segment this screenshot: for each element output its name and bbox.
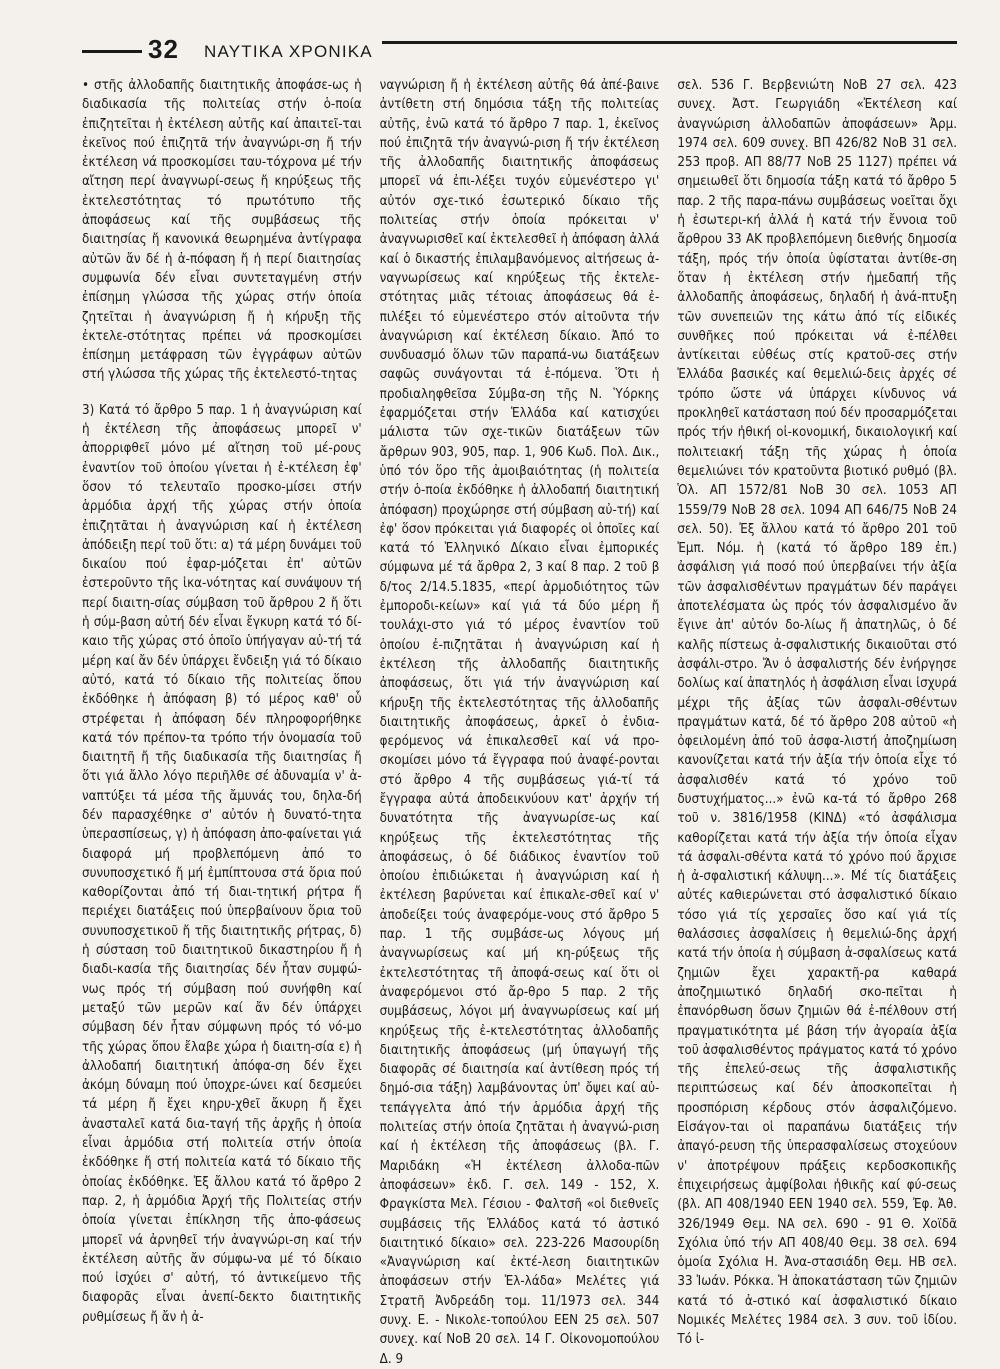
page-header (82, 36, 957, 72)
article-columns (82, 76, 958, 1367)
paragraph: σελ. 536 Γ. Βερβενιώτη ΝοΒ 27 σελ. 423 συνεχ. Ἀστ. Γεωργιάδη «Ἐκτέλεση καί ἀναγνώριση ἀλλοδαπῶν ἀποφάσεων» Ἀρμ. 1974 σελ. 609 συνεχ. ΒΠ 426/82 ΝοΒ 31 σελ. 253 προβ. ΑΠ 88/77 ΝοΒ 25 1127) πρέπει νά σημειωθεῖ ὅτι δημοσία τάξη κατά τό ἄρθρο 5 παρ. 2 τῆς παρα-πάνω συμβάσεως νοεῖται ὄχι ἡ ἐσωτερι-κή ἀλλά ἡ κατά τήν ἔννοια τοῦ ἄρθρου 33 ΑΚ προβλεπόμενη διεθνής δημοσία τάξη, πρός τήν ὁποία ὑφίσταται ἀντίθε-ση ὅταν ἡ ἐκτέλεση στήν ἡμεδαπή τῆς ἀλλοδαπῆς ἀποφάσεως, δηλαδή ἡ ἀνά-πτυξη τῶν συνεπειῶν της κάτω ἀπό τίς εἰδικές συνθῆκες πού πρόκειται νά ἐ-πέλθει ἀντίκειται εὐθέως στίς κρατοῦ-σες στήν Ἑλλάδα βασικές καί θεμελιώ-δεις ἀρχές σέ τρόπο ὥστε νά ὑπάρχει κίνδυνος νά προκληθεῖ κατάσταση πού δέν προσαρμόζεται πρός τήν ἠθική οἰ-κονομική, δικαιολογική καί πολιτειακή τάξη τῆς χώρας ἡ ὁποία θεμελιώνει τόν κρατοῦντα βιοτικό ρυθμό (βλ. Ὁλ. ΑΠ 1572/81 ΝοΒ 30 σελ. 1053 ΑΠ 1559/79 ΝοΒ 28 σελ. 1094 ΑΠ 646/75 ΝοΒ 24 σελ. 50). Ἐξ ἄλλου κατά τό ἄρθρο 201 τοῦ Ἐμπ. Νόμ. ἡ (κατά τό ἄρθρο 189 ἐπ.) ἀσφάλιση γιά ποσό πού ὑπερβαίνει τήν ἀξία τῶν ἀσφαλισθέντων πραγμάτων δέν παράγει ἀποτελέσματα ὡς πρός τόν ἀσφαλισμένο ἄν ἔγινε ἀπ' αὐτόν δο-λίως ἤ ἀπατηλῶς, ὁ δέ καλῆς πίστεως ἀ-σφαλιστικής δικαιοῦται στό ἀσφάλι-στρο. Ἄν ὁ ἀσφαλιστής δέν ἐνήργησε δολίως καί ἀπατηλός ἡ ἀσφάλιση εἶναι ἰσχυρά μέχρι τῆς ἀξίας τῶν ἀσφαλι-σθέντων πραγμάτων κατά, δέ τό ἄρθρο 208 αὐτοῦ «ἡ ὀφειλομένη ἀπό τοῦ ἀσφα-λιστή ἀποζημίωση κανονίζεται κατά τήν ἀξία τήν ὁποία εἶχε τό ἀσφαλισθέν κατά τό χρόνο τοῦ δυστυχήματος...» ἐνῶ κα-τά τό ἄρθρο 268 τοῦ ν. 3816/1958 (ΚΙΝΔ) «τό ἀσφάλισμα καθορίζεται κατά τήν ἀξία τήν ὁποία εἶχαν τά ἀσφαλι-σθέντα κατά τό χρόνο πού ἄρχισε ἡ ἀ-σφαλιστική κάλυψη...». Μέ τίς διατάξεις αὐτές καθιερώνεται στό ἀσφαλιστικό δίκαιο τόσο γιά τίς χερσαῖες ὅσο καί γιά τίς θαλάσσιες ἀσφαλίσεις ἡ θεμελιώ-δης ἀρχή κατά τήν ὁποία ἡ σύμβαση ἀ-σφαλίσεως κατά ζημιῶν ἔχει χαρακτῆ-ρα καθαρά ἀποζημιωτικό δηλαδή σκο-πεῖται ἡ ἐπανόρθωση ὅσων ζημιῶν θά ἐ-πέλθουν στή πραγματικότητα μέ βάση τήν ἀγοραία ἀξία τοῦ ἀσφαλισθέντος πράγματος κατά τό χρόνο τῆς ἐπελεύ-σεως τῆς ἀσφαλιστικῆς περιπτώσεως καί δέν ἀποσκοπεῖται ἡ προσπόριση κέρδους στόν ἀσφαλιζόμενο. Εἰσάγον-ται οἱ παραπάνω διατάξεις τήν ἀπαγό-ρευση τῆς ὑπερασφαλίσεως στοχεύουν ν' ἀποτρέψουν πράξεις κερδοσκοπικῆς ἐπιχειρήσεως ἀμφίβολαι ἠθικῆς καί φύ-σεως (βλ. ΑΠ 408/1940 ΕΕΝ 1940 σελ. 559, Ἐφ. Ἀθ. 326/1949 Θεμ. ΝΑ σελ. 690 - 91 Θ. Χοϊδᾶ Σχόλια ὑπό τήν ΑΠ 408/40 Θεμ. 38 σελ. 694 ὁμοία Σχόλια Η. Ἀνα-στασιάδη Θεμ. ΗΒ σελ. 33 Ἰωάν. Ρόκκα. Ἡ ἀποκατάσταση τῶν ζημιῶν κατά τό ἀ-στικό καί ἀσφαλιστικό δίκαιο Νομικές Μελέτες 1984 σελ. 3 συν. τοῦ ἰδίου. Τό ἰ- (677, 78, 958, 1348)
paragraph: 3) Κατά τό ἄρθρο 5 παρ. 1 ἡ ἀναγνώριση καί ἡ ἐκτέλεση τῆς ἀποφάσεως μπορεῖ ν' ἀπορριφθεῖ μόνο μέ αἴτηση τοῦ μέ-ρους ἐναντίον τοῦ ὁποίου γίνεται ἡ ἐ-κτέλεση ἐφ' ὅσον τό τελευταῖο προσκο-μίσει στήν ἁρμόδια ἀρχή τῆς χώρας στήν ὁποία ἐπιζητᾶται ἡ ἀναγνώριση καί ἡ ἐκτέλεση ἀπόδειξη περί τοῦ ὅτι: α) τά μέρη δυνάμει τοῦ δικαίου πού ἐφαρ-μόζεται ἐπ' αὐτῶν ἐστεροῦντο τῆς ἱκα-νότητας καί συνάψουν τή περί διαιτη-σίας σύμβαση τοῦ ἄρθρου 2 ἤ ὅτι ἡ σύμ-βαση αὐτή δέν εἶναι ἔγκυρη κατά τό δί-καιο τῆς χώρας στό ὁποῖο ὑπήγαγαν αὐ-τή τά μέρη καί ἄν δέν ὑπάρχει ἔνδειξη γιά τό δίκαιο αὐτό, κατά τό δίκαιο τῆς πολιτείας ὅπου ἐκδόθηκε ἡ ἀπόφαση β) τό μέρος καθ' οὗ στρέφεται ἡ ἀπόφαση δέν πληροφορήθηκε κατά τόν πρέπον-τα τρόπο τήν ὀνομασία τοῦ διαιτητῆ ἤ τῆς διαδικασία τῆς διαιτησίας ἤ ὅτι γιά ἄλλο λόγο περιῆλθε σέ ἀδυναμία ν' ἀ-ναπτύξει τά μέσα τῆς ἄμυνάς του, δηλα-δή δέν παρασχέθηκε σ' αὐτόν ἡ δυνατό-τητα ὑπερασπίσεως, γ) ἡ ἀπόφαση ἀπο-φαίνεται γιά διαφορά μή προβλεπόμενη ἀπό το συνυποσχετικό ἤ μή ἐμπίπτουσα στά ὅρια πού καθορίζονται ἀπό τή διαι-τητική ρήτρα ἤ περιέχει διατάξεις πού ὑπερβαίνουν ὅρια τοῦ συνυποσχετικοῦ ἤ τῆς διαιτητικῆς ρήτρας, δ) ἡ σύσταση τοῦ διαιτητικοῦ δικαστηρίου ἤ ἡ διαδι-κασία τῆς διαιτησίας δέν ἦταν συμφώ-νως πρός τή σύμβαση πού συνήφθη καί μεταξύ τῶν μερῶν καί ἄν δέν ὑπάρχει σύμβαση δέν ἦταν σύμφωνη πρός τό νό-μο τῆς χώρας ὅπου ἔλαβε χώρα ἡ διαιτη-σία ε) ἡ ἀλλοδαπή διαιτητική ἀπόφα-ση δέν ἔχει ἀκόμη δύναμη πού ὑποχρε-ώνει καί δεσμεύει τά μέρη ἤ ἔχει κηρυ-χθεῖ ἄκυρη ἤ ἔχει ἀνασταλεῖ κατά δια-ταγή τῆς ἀρχῆς ἡ ὁποία εἶναι ἁρμόδια στή πολιτεία στήν ὁποία ἐκδόθηκε ἤ στή πολιτεία κατά τό δίκαιο τῆς ὁποίας ἐκδόθηκε. Ἐξ ἄλλου κατά τό ἄρθρο 2 παρ. 2, ἡ ἁρμόδια Ἀρχή τῆς Πολιτείας στήν ὁποία γίνεται ἐπίκληση τῆς ἀπο-φάσεως μπορεῖ νά ἀρνηθεῖ τήν ἀναγνώρι-ση καί τήν ἐκτέλεση αὐτῆς ἄν σύμφω-να μέ τό δίκαιο πού ἰσχύει σ' αὐτή, τό ἀντικείμενο τῆς διαφορᾶς εἶναι ἀνεπί-δεκτο διαιτητικῆς ρυθμίσεως ἤ ἄν ἡ ἀ- (82, 402, 362, 1325)
header-rule-right (382, 41, 957, 44)
header-rule-left (82, 50, 142, 53)
page-number: 32 (148, 34, 179, 64)
column-2 (379, 76, 660, 1367)
column-3 (677, 76, 958, 1348)
column-1 (82, 76, 362, 1338)
magazine-title: ΝΑΥΤΙΚΑ ΧΡΟΝΙΚΑ (204, 42, 373, 61)
paragraph: • στῆς ἀλλοδαπῆς διαιτητικῆς ἀποφάσε-ως ἡ διαδικασία τῆς πολιτείας στήν ὁ-ποία ἐπιζητεῖται ἡ ἐκτέλεση αὐτῆς καί ἀπαιτεῖ-ται ἐκεῖνος πού ἐπιζητᾶ τήν ἀναγνώρι-ση ἤ τήν ἐκτέλεση νά προσκομίσει ταυ-τόχρονα μέ τήν αἴτηση περί ἀναγνωρί-σεως ἤ κηρύξεως τῆς ἐκτελεστότητας τό πρωτότυπο τῆς ἀποφάσεως καί τῆς συμβάσεως τῆς διαιτησίας ἤ κανονικά θεωρημένα ἀντίγραφα αὐτῶν ἄν δέ ἡ ἀ-πόφαση ἤ ἡ περί διαιτησίας συμφωνία δέν εἶναι συντεταγμένη στήν ἐπίσημη γλώσσα τῆς χώρας στήν ὁποία ζητεῖται ἡ ἀναγνώριση ἤ ἡ κήρυξη τῆς ἐκτελε-στότητας πρέπει νά προσκομίσει ἐπίσημη μετάφραση τῶν ἐγγράφων αὐτῶν στή γλώσσα τῆς χώρας τῆς ἐκτελεστό-τητας (82, 78, 362, 383)
paragraph: ναγνώριση ἤ ἡ ἐκτέλεση αὐτῆς θά ἀπέ-βαινε ἀντίθετη στή δημόσια τάξη τῆς πολιτείας αὐτῆς, ἐνῶ κατά τό ἄρθρο 7 παρ. 1, ἐκεῖνος πού ἐπιζητᾶ τήν ἀναγνώ-ριση ἤ τήν ἐκτέλεση τῆς ἀλλοδαπῆς διαιτητικῆς ἀποφάσεως μπορεῖ νά ἐπι-λέξει τυχόν εὐμενέστερο γι' αὐτόν σχε-τικό ἐσωτερικό δίκαιο τῆς πολιτείας στήν ὁποία πρόκειται ν' ἀναγνωρισθεῖ καί ἐκτελεσθεῖ ἡ ἀπόφαση ἀλλά καί ὁ δικαστής ἐπιλαμβανόμενος αἰτήσεως ἀ-ναγνωρίσεως καί κηρύξεως τῆς ἐκτελε-στότητας μιᾶς τέτοιας ἀποφάσεως θά ἐ-πιλέξει τό εὐμενέστερο στόν αἰτοῦντα τήν ἀναγνώριση καί ἐκτέλεση δίκαιο. Ἀπό το συνδυασμό ὅλων τῶν παραπά-νω διατάξεων σαφῶς συνάγονται τά ἑ-πόμενα. Ὅτι ἡ προδιαληφθεῖσα Σύμβα-ση τῆς Ν. Ὑόρκης ἐφαρμόζεται στήν Ἑλλάδα καί κατισχύει μάλιστα τῶν σχε-τικῶν διατάξεων τῶν ἄρθρων 903, 905, παρ. 1, 906 Κωδ. Πολ. Δικ., ὑπό τόν ὅρο τῆς ἀμοιβαιότητας (ἡ πολιτεία στήν ὁ-ποία ἐκδόθηκε ἡ ἀλλοδαπή διαιτητική ἀπόφαση) προχώρησε στή σύμβαση αὐ-τή) καί ἐφ' ὅσον πρόκειται γιά διαφορές οἱ ὁποῖες καί κατά τό Ἑλληνικό Δίκαιο εἶναι ἐμπορικές σύμφωνα μέ τά ἄρθρα 2, 3 καί 8 παρ. 2 τοῦ β δ/τος 2/14.5.1835, «περί ἁρμοδιότητος τῶν ἐμποροδι-κείων» καί γιά τά δύο μέρη ἤ τουλάχι-στο γιά τό μέρος ἐναντίον τοῦ ὁποίου ἐ-πιζητᾶται ἡ ἀναγνώριση καί ἡ ἐκτέλεση τῆς ἀλλοδαπῆς διαιτητικῆς ἀποφάσεως, ὅτι γιά τήν ἀναγνώριση καί κήρυξη τῆς ἐκτελεστότητας τῆς ἀλλοδαπῆς διαιτητικῆς ἀποφάσεως, ἀρκεῖ ὁ ἐνδια-φερόμενος νά ἐπικαλεσθεῖ καί νά προ-σκομίσει μόνο τά ἔγγραφα πού ἀναφέ-ρονται στό ἄρθρο 4 τῆς συμβάσεως γιά-τί τά ἔγγραφα αὐτά ἀποδεικνύουν κατ' ἀρχήν τή δυνατότητα τῆς ἀναγνωρίσε-ως καί κηρύξεως τῆς ἐκτελεστότητας τῆς ἀποφάσεως, ὁ δέ διάδικος ἐναντίον τοῦ ὁποίου ἐπιδιώκεται ἡ ἀναγνώριση καί ἡ ἐκτέλεση βαρύνεται καί ἐπικαλε-σθεῖ καί ν' ἀποδείξει τούς ἀναφερόμε-νους στό ἄρθρο 5 παρ. 1 τῆς συμβάσε-ως λόγους μή ἀναγνωρίσεως καί μή κη-ρύξεως τῆς ἐκτελεστότητας τῆ ἀποφά-σεως καί ὅτι οἱ ἀναφερόμενοι στό ἄρ-θρο 5 παρ. 2 τῆς συμβάσεως, λόγοι μή ἀναγνωρίσεως καί μή κηρύξεως τῆς ἐ-κτελεστότητας ἀλλοδαπῆς διαιτητικῆς ἀποφάσεως (μή ὑπαγωγή τῆς διαφορᾶς σέ διαιτησία καί ἀντίθεση πρός τή δημό-σια τάξη) λαμβάνοντας ὑπ' ὄψει καί αὐ-τεπάγγελτα ἀπό τήν ἁρμόδια ἀρχή τῆς πολιτείας στήν ὁποία ζητᾶται ἡ ἀναγνώ-ριση καί ἡ ἐκτέλεση τῆς ἀποφάσεως (βλ. Γ. Μαριδάκη «Ἡ ἐκτέλεση ἀλλοδα-πῶν ἀποφάσεων» ἐκδ. Γ. σελ. 149 - 152, Χ. Φραγκίστα Μελ. Γέσιου - Φαλτσῆ «οἱ διεθνεῖς συμβάσεις τῆς Ἑλλάδος κατά τό ἀστικό διαιτητικό δίκαιο» σελ. 223-226 Μασουρίδη «Ἀναγνώριση καί ἐκτέ-λεση διαιτητικῶν ἀποφάσεων στήν Ἑλ-λάδα» Μελέτες γιά Στρατῆ Ἀνδρεάδη τομ. 11/1973 σελ. 344 συνχ. Ε. - Νικολε-τοπούλου ΕΕΝ 25 σελ. 507 συνεχ. καί ΝοΒ 20 σελ. 14 Γ. Οἰκονομοπούλου Δ. 9 (379, 78, 660, 1367)
